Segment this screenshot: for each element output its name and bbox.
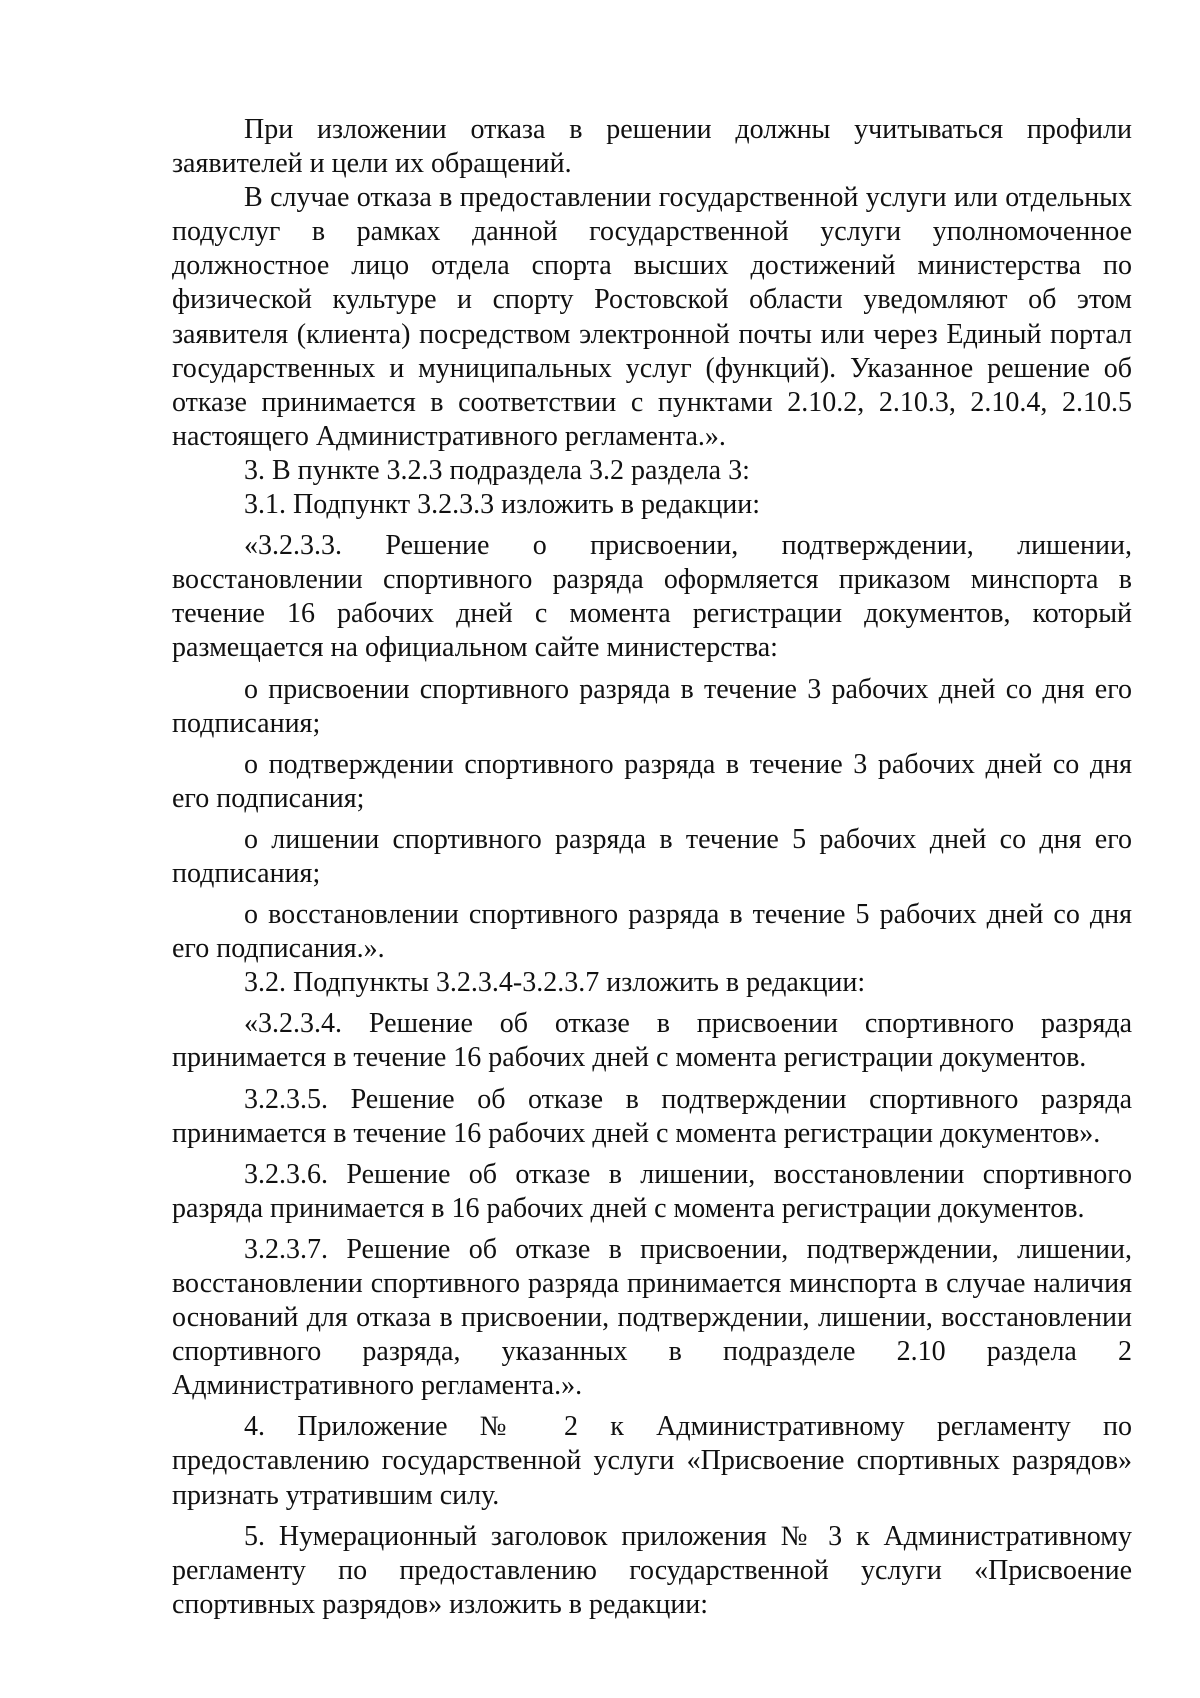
paragraph-subitem-3-2-3-3: «3.2.3.3. Решение о присвоении, подтверждении, лишении, восстановлении спортивного разряда оформляется приказом минспорта в течение 16 рабочих дней с момента регистрации документов, который размещается на официальном сайте министерства: — [172, 530, 1132, 664]
list-item-deprivation: о лишении спортивного разряда в течение 5 рабочих дней со дня его подписания; — [172, 823, 1132, 889]
list-item-assignment: о присвоении спортивного разряда в течение 3 рабочих дней со дня его подписания; — [172, 673, 1132, 739]
paragraph-refusal-notification: В случае отказа в предоставлении государственной услуги или отдельных подуслуг в рамках данной государственной услуги уполномоченное должностное лицо отдела спорта высших достижений министерства по физической культуре и спорту Ростовской области уведомляют об этом заявителя (клиента) посредством электронной почты или через Единый портал государственных и муниципальных услуг (функций). Указанное решение об отказе принимается в соответствии с пунктами 2.10.2, 2.10.3, 2.10.4, 2.10.5 настоящего Административного регламента.». — [172, 182, 1132, 452]
list-item-confirmation: о подтверждении спортивного разряда в течение 3 рабочих дней со дня его подписания; — [172, 748, 1132, 814]
list-item-restoration: о восстановлении спортивного разряда в течение 5 рабочих дней со дня его подписания.». — [172, 899, 1132, 965]
document-body — [172, 113, 1132, 1622]
paragraph-subitem-3-2-3-6: 3.2.3.6. Решение об отказе в лишении, восстановлении спортивного разряда принимается в 16 рабочих дней с момента регистрации документов. — [172, 1158, 1132, 1224]
paragraph-subitem-3-2-3-5: 3.2.3.5. Решение об отказе в подтверждении спортивного разряда принимается в течение 16 рабочих дней с момента регистрации документов». — [172, 1083, 1132, 1149]
paragraph-item-5: 5. Нумерационный заголовок приложения № 3 к Административному регламенту по предоставлению государственной услуги «Присвоение спортивных разрядов» изложить в редакции: — [172, 1520, 1132, 1620]
paragraph-item-3: 3. В пункте 3.2.3 подраздела 3.2 раздела 3: — [244, 454, 750, 486]
paragraph-item-3-1: 3.1. Подпункт 3.2.3.3 изложить в редакции: — [244, 489, 761, 521]
paragraph-subitem-3-2-3-7: 3.2.3.7. Решение об отказе в присвоении, подтверждении, лишении, восстановлении спортивного разряда принимается минспорта в случае наличия оснований для отказа в присвоении, подтверждении, лишении, восстановлении спортивного разряда, указанных в подразделе 2.10 раздела 2 Административного регламента.». — [172, 1233, 1132, 1402]
paragraph-subitem-3-2-3-4: «3.2.3.4. Решение об отказе в присвоении спортивного разряда принимается в течение 16 рабочих дней с момента регистрации документов. — [172, 1008, 1132, 1074]
paragraph-item-4: 4. Приложение № 2 к Административному регламенту по предоставлению государственной услуги «Присвоение спортивных разрядов» признать утратившим силу. — [172, 1411, 1132, 1511]
paragraph-refusal-profiles: При изложении отказа в решении должны учитываться профили заявителей и цели их обращений. — [172, 114, 1132, 180]
paragraph-item-3-2: 3.2. Подпункты 3.2.3.4-3.2.3.7 изложить в редакции: — [244, 967, 866, 999]
